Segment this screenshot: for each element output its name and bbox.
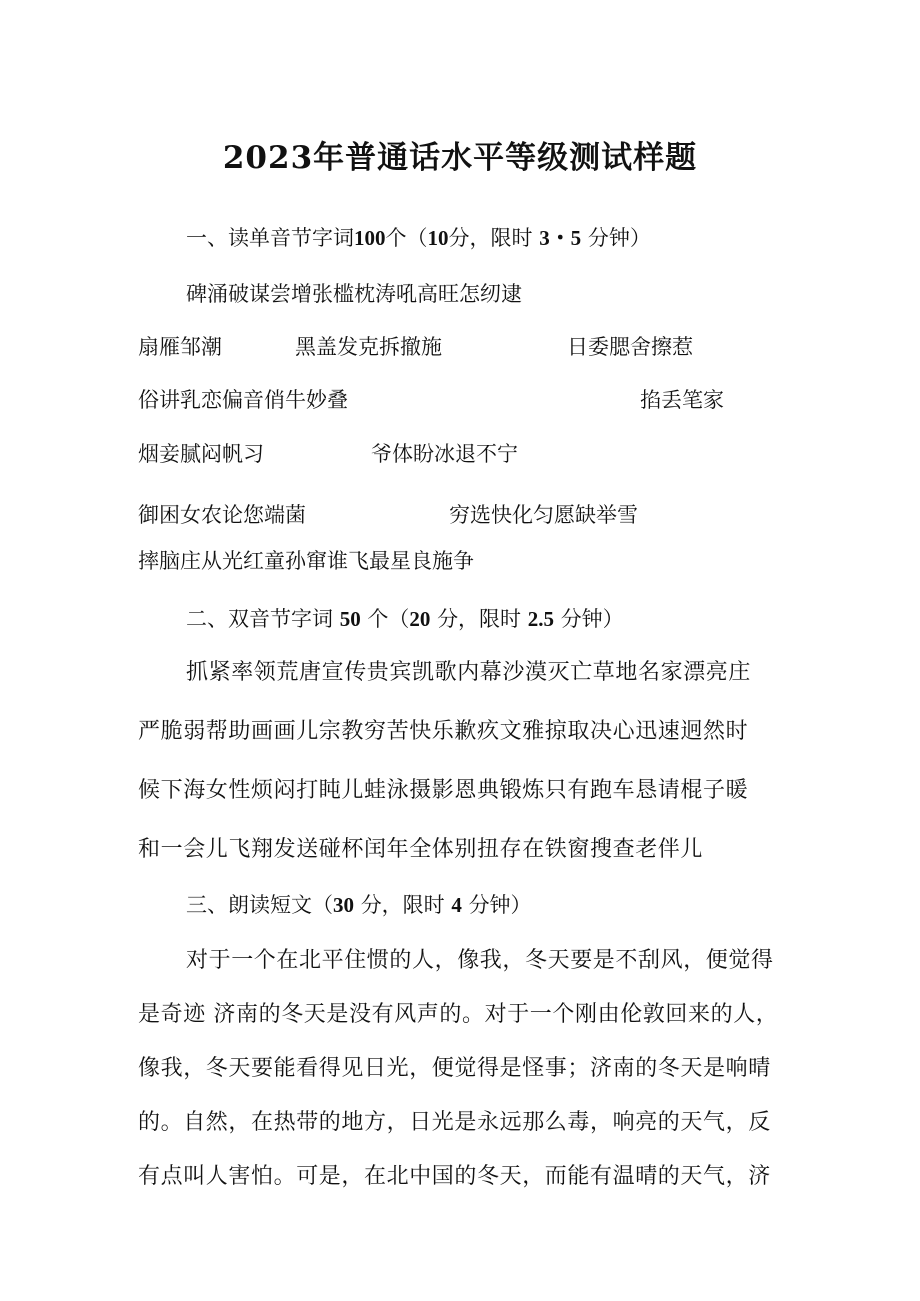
section1-heading-mid: 个（	[385, 226, 428, 250]
section2-heading	[186, 604, 624, 634]
section1-heading	[186, 223, 651, 253]
section1-line2-a: 扇雁邹潮	[138, 335, 222, 359]
section2-line1: 抓紧率领荒唐宣传贵宾凯歌内幕沙漠灭亡草地名家漂亮庄	[186, 660, 752, 685]
section2-line4: 和一会儿飞翔发送碰杯闰年全体别扭存在铁窗搜查老伴儿	[138, 837, 704, 862]
section1-line6: 摔脑庄从光红童孙窜谁飞最星良施争	[138, 549, 474, 573]
passage-line4: 的。自然，在热带的地方，日光是永远那么毒，响亮的天气，反	[138, 1110, 771, 1135]
section1-heading-mid2: 分，限时	[448, 226, 533, 250]
section2-heading-suffix: 分钟）	[560, 607, 624, 631]
section3-heading-mid: 分，限时	[360, 893, 445, 917]
section2-heading-count: 50	[339, 607, 361, 631]
section3-heading-prefix: 三、朗读短文（	[186, 893, 333, 917]
passage-line1: 对于一个在北平住惯的人，像我，冬天要是不刮风，便觉得	[186, 948, 774, 973]
section3-heading	[186, 890, 532, 920]
section1-line3-a: 俗讲乳恋偏音俏牛妙叠	[138, 388, 348, 412]
page-title: 2023年普通话水平等级测试样题	[222, 140, 698, 176]
passage-line5: 有点叫人害怕。可是，在北中国的冬天，而能有温晴的天气，济	[138, 1164, 771, 1189]
section1-heading-count: 100	[354, 226, 386, 250]
section1-line5-a: 御困女农论您端菌	[138, 503, 306, 527]
section2-line2: 严脆弱帮助画画儿宗教穷苦快乐歉疚文雅掠取决心迅速迥然时	[138, 719, 749, 744]
section1-heading-score: 10	[427, 226, 449, 250]
passage-line2: 是奇迹 济南的冬天是没有风声的。对于一个刚由伦敦回来的人，	[138, 1002, 779, 1027]
section1-heading-suffix: 分钟）	[587, 226, 651, 250]
section1-line5-b: 穷选快化匀愿缺举雪	[449, 503, 638, 527]
section3-heading-suffix: 分钟）	[468, 893, 532, 917]
section2-heading-score: 20	[409, 607, 431, 631]
section2-heading-mid: 个（	[367, 607, 410, 631]
section2-heading-prefix: 二、双音节字词	[186, 607, 333, 631]
section2-line3: 候下海女性烦闷打盹儿蛙泳摄影恩典锻炼只有跑车恳请棍子暖	[138, 778, 749, 803]
section1-line1: 碑涌破谋尝增张槛枕涛吼高旺怎纫逮	[186, 282, 522, 306]
section2-heading-mid2: 分，限时	[437, 607, 522, 631]
passage-line3: 像我，冬天要能看得见日光，便觉得是怪事；济南的冬天是响晴	[138, 1056, 771, 1081]
section1-heading-prefix: 一、读单音节字词	[186, 226, 354, 250]
section1-heading-time: 3・5	[539, 226, 582, 250]
section1-line2-b: 黑盖发克拆撤施	[295, 335, 442, 359]
section2-heading-time: 2.5	[527, 607, 554, 631]
section1-line4-a: 烟妾腻闷帆习	[138, 442, 264, 466]
section3-heading-time: 4	[451, 893, 462, 917]
section1-line4-b: 爷体盼冰退不宁	[371, 442, 518, 466]
section1-line3-b: 掐丢笔家	[640, 388, 724, 412]
section3-heading-score: 30	[333, 893, 354, 917]
section1-line2-c: 日委腮舍擦惹	[567, 335, 693, 359]
